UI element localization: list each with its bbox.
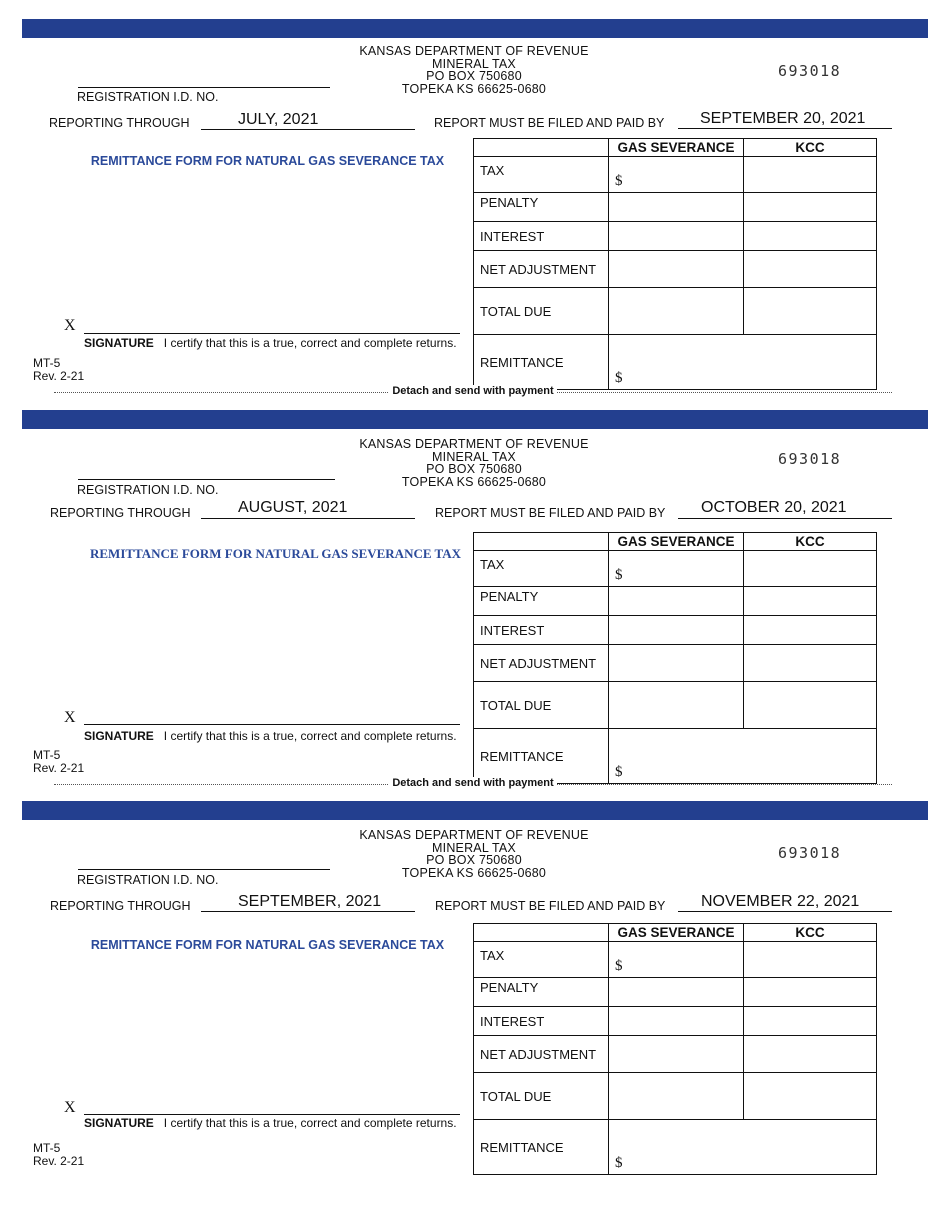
tax-kcc-field[interactable]: [744, 157, 877, 193]
net-adjustment-label: NET ADJUSTMENT: [474, 251, 609, 288]
signature-label: SIGNATURE: [84, 729, 154, 743]
penalty-kcc-field[interactable]: [744, 587, 877, 616]
penalty-kcc-field[interactable]: [744, 193, 877, 222]
registration-id-label: REGISTRATION I.D. NO.: [77, 483, 219, 497]
due-date-value: NOVEMBER 22, 2021: [701, 893, 860, 910]
tax-gas-field[interactable]: $: [609, 942, 744, 978]
reporting-through-value: JULY, 2021: [238, 111, 319, 128]
registration-id-label: REGISTRATION I.D. NO.: [77, 873, 219, 887]
reporting-through-line: [201, 129, 415, 130]
form-title: REMITTANCE FORM FOR NATURAL GAS SEVERANCE TAX: [90, 154, 445, 168]
detach-line: [54, 777, 892, 791]
net-adjustment-gas-field[interactable]: [609, 251, 744, 288]
signature-x: X: [64, 1099, 76, 1116]
department-address: [300, 45, 648, 95]
total-due-kcc-field[interactable]: [744, 682, 877, 729]
due-date-line: [678, 518, 892, 519]
po-box: PO BOX 750680: [426, 462, 522, 476]
interest-label: INTEREST: [474, 616, 609, 645]
tax-gas-field[interactable]: $: [609, 157, 744, 193]
penalty-gas-field[interactable]: [609, 587, 744, 616]
tax-gas-field[interactable]: $: [609, 551, 744, 587]
filed-by-label: REPORT MUST BE FILED AND PAID BY: [435, 506, 666, 520]
filed-by-label: REPORT MUST BE FILED AND PAID BY: [435, 899, 666, 913]
reporting-through-value: SEPTEMBER, 2021: [238, 893, 382, 910]
reporting-through-label: REPORTING THROUGH: [49, 116, 190, 130]
interest-kcc-field[interactable]: [744, 616, 877, 645]
interest-kcc-field[interactable]: [744, 222, 877, 251]
signature-label: SIGNATURE: [84, 1116, 154, 1130]
registration-id-field[interactable]: [78, 87, 330, 88]
total-due-gas-field[interactable]: [609, 288, 744, 335]
form-number: MT-5: [33, 748, 61, 762]
form-revision: Rev. 2-21: [33, 1153, 85, 1168]
penalty-kcc-field[interactable]: [744, 978, 877, 1007]
certify-statement: I certify that this is a true, correct and complete returns.: [163, 1116, 457, 1130]
signature-x: X: [64, 317, 76, 334]
total-due-gas-field[interactable]: [609, 682, 744, 729]
department-name: KANSAS DEPARTMENT OF REVENUE: [359, 437, 589, 451]
penalty-gas-field[interactable]: [609, 193, 744, 222]
kcc-header: KCC: [744, 533, 877, 551]
registration-id-label: REGISTRATION I.D. NO.: [77, 90, 219, 104]
total-due-label: TOTAL DUE: [474, 682, 609, 729]
interest-label: INTEREST: [474, 222, 609, 251]
certify-statement: I certify that this is a true, correct and complete returns.: [163, 729, 457, 743]
detach-text: Detach and send with payment: [389, 777, 556, 789]
net-adjustment-label: NET ADJUSTMENT: [474, 645, 609, 682]
net-adjustment-kcc-field[interactable]: [744, 251, 877, 288]
header-bar: [22, 801, 928, 820]
tax-type: MINERAL TAX: [432, 840, 516, 855]
remittance-field[interactable]: $: [609, 1120, 877, 1175]
tax-type: MINERAL TAX: [432, 56, 516, 71]
total-due-kcc-field[interactable]: [744, 1073, 877, 1120]
document-code: 693018: [778, 844, 842, 862]
form-number: MT-5: [33, 356, 61, 370]
tax-table: [473, 138, 877, 390]
form-title: REMITTANCE FORM FOR NATURAL GAS SEVERANCE TAX: [90, 938, 445, 952]
department-address: [300, 438, 648, 488]
reporting-through-line: [201, 518, 415, 519]
total-due-label: TOTAL DUE: [474, 1073, 609, 1120]
detach-text: Detach and send with payment: [389, 385, 556, 397]
net-adjustment-kcc-field[interactable]: [744, 1036, 877, 1073]
interest-gas-field[interactable]: [609, 616, 744, 645]
signature-certification: [84, 729, 457, 743]
gas-severance-header: GAS SEVERANCE: [609, 533, 744, 551]
interest-label: INTEREST: [474, 1007, 609, 1036]
kcc-header: KCC: [744, 139, 877, 157]
form-number: MT-5: [33, 1141, 61, 1155]
department-name: KANSAS DEPARTMENT OF REVENUE: [359, 828, 589, 842]
form-identifier: [33, 749, 84, 774]
form-revision: Rev. 2-21: [33, 368, 85, 383]
reporting-through-label: REPORTING THROUGH: [50, 899, 191, 913]
interest-gas-field[interactable]: [609, 222, 744, 251]
department-address: [300, 829, 648, 879]
corner-cell: [474, 139, 609, 157]
signature-line[interactable]: [84, 333, 460, 334]
tax-label: TAX: [474, 551, 609, 587]
header-bar: [22, 410, 928, 429]
penalty-label: PENALTY: [474, 193, 609, 222]
header-bar: [22, 19, 928, 38]
department-name: KANSAS DEPARTMENT OF REVENUE: [359, 44, 589, 58]
gas-severance-header: GAS SEVERANCE: [609, 139, 744, 157]
city-state-zip: TOPEKA KS 66625-0680: [401, 81, 547, 96]
document-code: 693018: [778, 450, 842, 468]
tax-label: TAX: [474, 942, 609, 978]
gas-severance-header: GAS SEVERANCE: [609, 924, 744, 942]
interest-kcc-field[interactable]: [744, 1007, 877, 1036]
form-title: REMITTANCE FORM FOR NATURAL GAS SEVERANCE TAX: [90, 546, 462, 561]
reporting-through-value: AUGUST, 2021: [238, 499, 348, 516]
remittance-field[interactable]: $: [609, 729, 877, 784]
city-state-zip: TOPEKA KS 66625-0680: [401, 474, 547, 489]
tax-table: [473, 923, 877, 1175]
kcc-header: KCC: [744, 924, 877, 942]
total-due-gas-field[interactable]: [609, 1073, 744, 1120]
filed-by-label: REPORT MUST BE FILED AND PAID BY: [434, 116, 665, 130]
form-identifier: [33, 1142, 84, 1167]
reporting-through-line: [201, 911, 415, 912]
net-adjustment-label: NET ADJUSTMENT: [474, 1036, 609, 1073]
signature-x: X: [64, 709, 76, 726]
signature-label: SIGNATURE: [84, 336, 154, 350]
certify-statement: I certify that this is a true, correct and complete returns.: [163, 336, 457, 350]
due-date-value: OCTOBER 20, 2021: [701, 499, 847, 516]
po-box: PO BOX 750680: [426, 853, 522, 867]
net-adjustment-kcc-field[interactable]: [744, 645, 877, 682]
corner-cell: [474, 533, 609, 551]
tax-type: MINERAL TAX: [432, 449, 516, 464]
interest-gas-field[interactable]: [609, 1007, 744, 1036]
signature-certification: [84, 1116, 457, 1130]
tax-kcc-field[interactable]: [744, 942, 877, 978]
form-revision: Rev. 2-21: [33, 760, 85, 775]
due-date-line: [678, 911, 892, 912]
detach-line: [54, 385, 892, 399]
signature-certification: [84, 336, 457, 350]
document-code: 693018: [778, 62, 842, 80]
remittance-label: REMITTANCE: [474, 335, 609, 390]
penalty-label: PENALTY: [474, 587, 609, 616]
city-state-zip: TOPEKA KS 66625-0680: [401, 865, 547, 880]
total-due-kcc-field[interactable]: [744, 288, 877, 335]
form-identifier: [33, 357, 84, 382]
registration-id-field[interactable]: [78, 479, 335, 480]
tax-label: TAX: [474, 157, 609, 193]
net-adjustment-gas-field[interactable]: [609, 1036, 744, 1073]
tax-kcc-field[interactable]: [744, 551, 877, 587]
corner-cell: [474, 924, 609, 942]
remittance-label: REMITTANCE: [474, 1120, 609, 1175]
signature-line[interactable]: [84, 724, 460, 725]
due-date-line: [678, 128, 892, 129]
remittance-label: REMITTANCE: [474, 729, 609, 784]
penalty-gas-field[interactable]: [609, 978, 744, 1007]
due-date-value: SEPTEMBER 20, 2021: [700, 110, 866, 127]
signature-line[interactable]: [84, 1114, 460, 1115]
registration-id-field[interactable]: [78, 869, 330, 870]
reporting-through-label: REPORTING THROUGH: [50, 506, 191, 520]
net-adjustment-gas-field[interactable]: [609, 645, 744, 682]
tax-table: [473, 532, 877, 784]
total-due-label: TOTAL DUE: [474, 288, 609, 335]
penalty-label: PENALTY: [474, 978, 609, 1007]
po-box: PO BOX 750680: [426, 69, 522, 83]
remittance-field[interactable]: $: [609, 335, 877, 390]
